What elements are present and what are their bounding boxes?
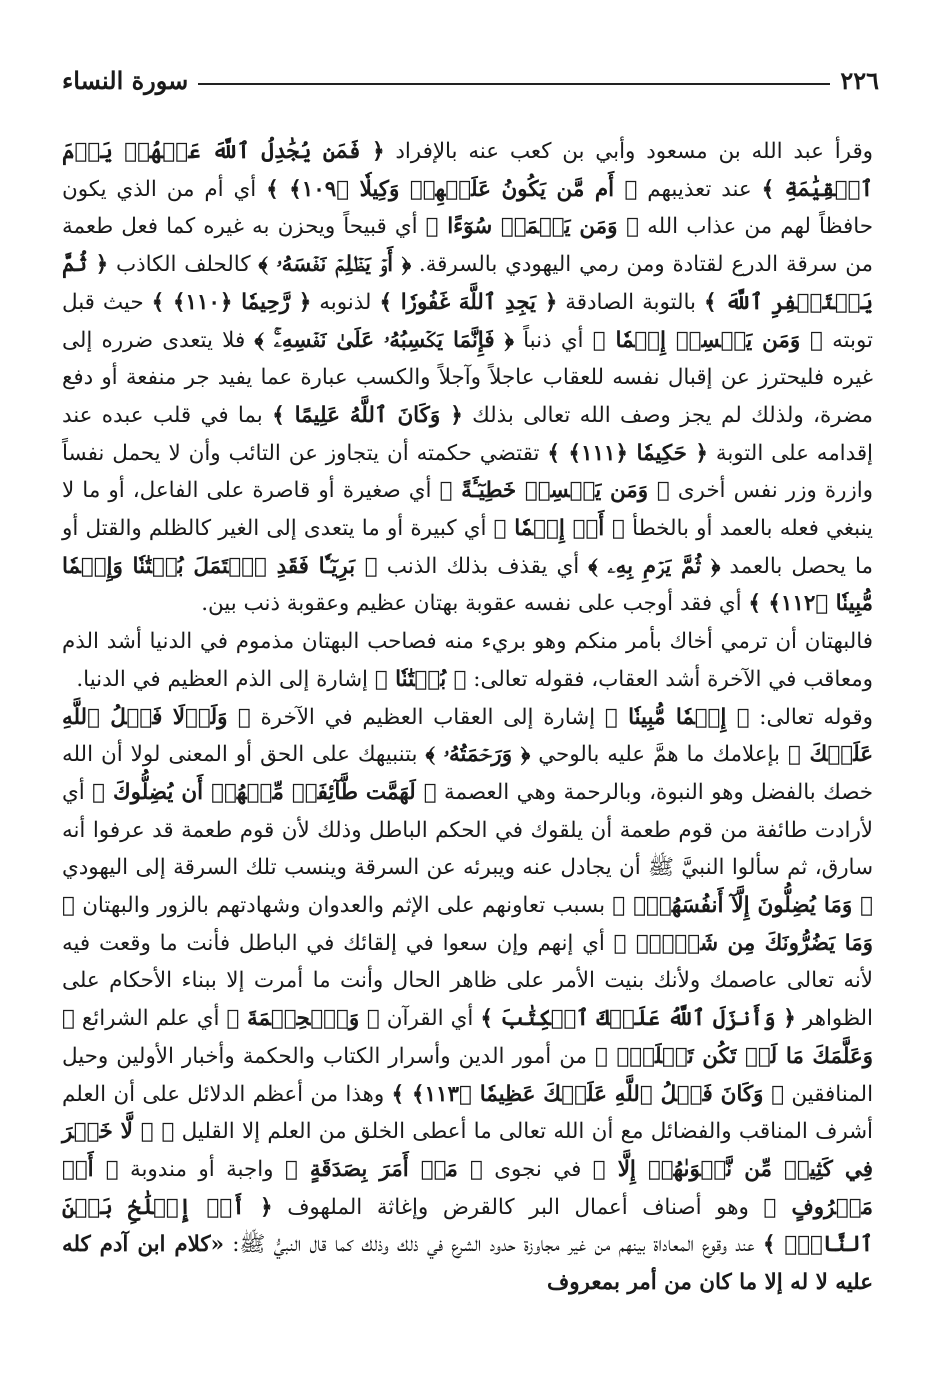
quran-verse-quote: ﴿ أَم مَّن يَكُونُ عَلَيۡهِمۡ وَكِيلٗا ﴿١٠٩﴾ ﴾ xyxy=(266,176,638,202)
header-rule xyxy=(198,83,830,85)
commentary-text: أي إنهم وإن سعوا في إلقائك في الباطل فأنت ما وقعت فيه لأنه تعالى عاصمك ولأنك بنيت الأمر على ظاهر الحال وأنت ما أمرت إلا ببناء الأحكام على الظواهر xyxy=(62,930,873,1032)
commentary-text: بما في قلب عبده عند إقدامه على التوبة xyxy=(62,402,874,466)
commentary-text: أي ذنباً xyxy=(513,327,593,353)
quran-verse-quote: ﴿ لَهَمَّت طَّآئِفَةٞ مِّنۡهُمۡ أَن يُضِلُّوكَ ﴾ xyxy=(92,779,437,805)
commentary-text: بسبب تعاونهم على الإثم والعدوان وشهادتهم بالزور والبهتان xyxy=(74,893,613,919)
quran-verse-quote: ﴿ أَوۡ إِثۡمٗا ﴾ xyxy=(493,516,625,542)
commentary-text: أي كبيرة أو ما يتعدى إلى الغير كالظلم والقتل أو ما يحصل بالعمد xyxy=(62,516,873,579)
commentary-text: بالتوبة الصادقة xyxy=(557,289,705,315)
commentary-text: من أمور الدين وأسرار الكتاب والحكمة وأخبار الأولين وحيل المنافقين xyxy=(62,1043,874,1107)
quran-verse-quote: ﴿ مَنۡ أَمَرَ بِصَدَقَةٍ ﴾ xyxy=(284,1156,483,1182)
commentary-text: فالبهتان أن ترمي أخاك بأمر منكم وهو بريء منه فصاحب البهتان مذموم في الدنيا أشد الذم ومعاقب في الآخرة أشد العقاب، فقوله تعالى: xyxy=(62,629,873,692)
commentary-text: وقوله تعالى: xyxy=(749,704,873,730)
quran-verse-quote: ﴿ إِثۡمٗا مُّبِينٗا ﴾ xyxy=(604,704,750,730)
commentary-text: وقرأ عبد الله بن مسعود وأبي بن كعب عنه بالإفراد xyxy=(384,139,873,164)
quran-verse-quote: ﴿ وَمَن يَكۡسِبۡ خَطِيٓـَٔةً ﴾ xyxy=(439,478,670,504)
surah-name: سورة النساء xyxy=(62,65,189,95)
quran-verse-quote: «كلام ابن آدم كله عليه لا له إلا ما كان من أمر بمعروف xyxy=(62,1232,873,1296)
quran-verse-quote: ﴿ وَرَحۡمَتُهُۥ ﴾ xyxy=(425,742,531,768)
commentary-text: أي صغيرة أو قاصرة على الفاعل، أو ما لا ينبغي فعله بالعمد أو بالخطأ xyxy=(62,478,873,542)
commentary-text: أي يقذف بذلك الذنب xyxy=(377,553,589,579)
quran-verse-quote: ﴿ ۞ لَّا خَيۡرَ فِي كَثِيرٖ مِّن نَّجۡوَىٰهُمۡ إِلَّا ﴾ xyxy=(62,1119,873,1182)
commentary-text: أي لأرادت طائفة من قوم طعمة أن يلقوك في الحكم الباطل وذلك لأن قوم طعمة قد عرفوا أنه سارق، ثم سألوا النبيَّ ﷺ أن يجادل عنه ويبرئه عن السرقة وينسب تلك السرقة إلى اليهودي xyxy=(62,779,873,881)
quran-verse-quote: ﴿ وَلَوۡلَا فَضۡلُ ٱللَّهِ عَلَيۡكَ ﴾ xyxy=(62,704,873,768)
commentary-text: لذنوبه xyxy=(311,289,380,315)
quran-verse-quote: ﴿ وَكَانَ فَضۡلُ ٱللَّهِ عَلَيۡكَ عَظِيمٗا ﴿١١٣﴾ ﴾ xyxy=(391,1081,785,1107)
quran-verse-quote: ﴿ حَكِيمٗا ﴿١١١﴾ ﴾ xyxy=(547,440,708,466)
quran-verse-quote: ﴿ أَوۡ إِصۡلَٰحِۢ بَيۡنَ ٱلنَّاسِۚ ﴾ xyxy=(62,1194,874,1258)
quran-verse-quote: ﴿ وَمَا يُضِلُّونَ إِلَّآ أَنفُسَهُمۡۖ ﴾ xyxy=(612,893,873,919)
commentary-text: في نجوى xyxy=(482,1156,593,1182)
quran-verse-quote: ﴿ وَعَلَّمَكَ مَا لَمۡ تَكُن تَعۡلَمُۚ ﴾ xyxy=(62,1006,874,1069)
commentary-text: واجبة أو مندوبة xyxy=(118,1156,285,1182)
quran-verse-quote: ﴿ وَمَن يَعۡمَلۡ سُوٓءًا ﴾ xyxy=(425,214,640,240)
commentary-text: أي قبيحاً ويحزن به غيره كما فعل طعمة من سرقة الدرع لقتادة ومن رمي اليهودي بالسرقة. xyxy=(62,214,873,278)
quran-verse-quote: ﴿ فَمَن يُجَٰدِلُ ٱللَّهَ عَنۡهُمۡ يَوۡمَ ٱلۡقِيَٰمَةِ ﴾ xyxy=(62,139,874,202)
commentary-text: إشارة إلى العقاب العظيم في الآخرة xyxy=(250,704,605,730)
commentary-text: بتنبيهك على الحق أو المعنى لولا أن الله خصك بالفضل وهو النبوة، وبالرحمة وهي العصمة xyxy=(62,742,873,805)
quran-verse-quote: ﴿ ثُمَّ يَسۡتَغۡفِرِ ٱللَّهَ ﴾ xyxy=(62,252,874,315)
tafsir-paragraph xyxy=(62,133,873,623)
commentary-text: تقتضي حكمته أن يتجاوز عن التائب وأن لا يحمل نفساً وازرة وزر نفس أخرى xyxy=(62,440,873,504)
tafsir-paragraph xyxy=(62,699,873,1302)
quran-verse-quote: ﴿ ثُمَّ يَرۡمِ بِهِۦ ﴾ xyxy=(588,553,721,579)
quran-verse-quote: ﴿ وَكَانَ ٱللَّهُ عَلِيمًا ﴾ xyxy=(272,402,463,428)
commentary-text: بإعلامك ما همَّ عليه بالوحي xyxy=(530,742,788,768)
page-header xyxy=(62,60,879,100)
commentary-text: حيث قبل توبته xyxy=(62,289,873,353)
page-number: ٢٢٦ xyxy=(840,65,879,95)
tafsir-body xyxy=(62,133,873,1302)
commentary-text: كالحلف الكاذب xyxy=(108,252,259,278)
quran-verse-quote: ﴿ وَمَا يَضُرُّونَكَ مِن شَيۡءٖۚ ﴾ xyxy=(62,893,873,956)
commentary-text: أي القرآن xyxy=(379,1006,481,1032)
quran-verse-quote: ﴿ بُهۡتَٰنٗا ﴾ xyxy=(374,666,467,692)
quran-verse-quote: ﴿ بَرِيٓـٔٗا فَقَدِ ٱحۡتَمَلَ بُهۡتَٰنٗا وَإِثۡمٗا مُّبِينٗا ﴿١١٢﴾ ﴾ xyxy=(62,553,873,617)
commentary-text: وهو أصناف أعمال البر كالقرض وإغاثة الملهوف xyxy=(272,1194,764,1220)
quran-verse-quote: ﴿ فَإِنَّمَا يَكۡسِبُهُۥ عَلَىٰ نَفۡسِهِۦۚ ﴾ xyxy=(254,327,514,353)
quran-verse-quote: ﴿ وَأَنزَلَ ٱللَّهُ عَلَيۡكَ ٱلۡكِتَٰبَ ﴾ xyxy=(480,1006,796,1032)
quran-verse-quote: ﴿ وَمَن يَكۡسِبۡ إِثۡمٗا ﴾ xyxy=(592,327,823,353)
quran-verse-quote: ﴿ يَجِدِ ٱللَّهَ غَفُورٗا ﴾ xyxy=(379,289,558,315)
commentary-text: أي أم من الذي يكون حافظاً لهم من عذاب الله xyxy=(62,176,873,240)
quran-verse-quote: ﴿ وَٱلۡحِكۡمَةَ ﴾ xyxy=(226,1006,380,1032)
commentary-text: أي علم الشرائع xyxy=(74,1006,227,1032)
quran-verse-quote: ﴿ أَوۡ يَظۡلِمۡ نَفۡسَهُۥ ﴾ xyxy=(258,252,412,278)
commentary-text: إشارة إلى الذم العظيم في الدنيا. xyxy=(76,666,375,692)
commentary-text: فلا يتعدى ضرره إلى غيره فليحترز عن إقبال نفسه للعقاب عاجلاً وآجلاً والكسب عبارة عما يفيد جر منفعة أو دفع مضرة، ولذلك لم يجز وصف الله تعالى بذلك xyxy=(62,327,873,428)
commentary-text: عند تعذيبهم xyxy=(637,176,762,202)
tafsir-paragraph xyxy=(62,623,873,698)
commentary-text: وهذا من أعظم الدلائل على أن العلم أشرف المناقب والفضائل مع أن الله تعالى ما أعطى الخلق من العلم إلا القليل xyxy=(62,1081,874,1145)
quran-verse-quote: ﴿ أَوۡ مَعۡرُوفٍ ﴾ xyxy=(62,1156,873,1220)
commentary-text: عند وقوع المعاداة بينهم من غير مجاوزة حدود الشرع في ذلك وذلك كما قال النبيُّ ﷺ: xyxy=(224,1232,763,1258)
quran-verse-quote: ﴿ رَّحِيمٗا ﴿١١٠﴾ ﴾ xyxy=(151,289,312,315)
commentary-text: أي فقد أوجب على نفسه عقوبة بهتان عظيم وعقوبة ذنب بين. xyxy=(201,591,749,617)
